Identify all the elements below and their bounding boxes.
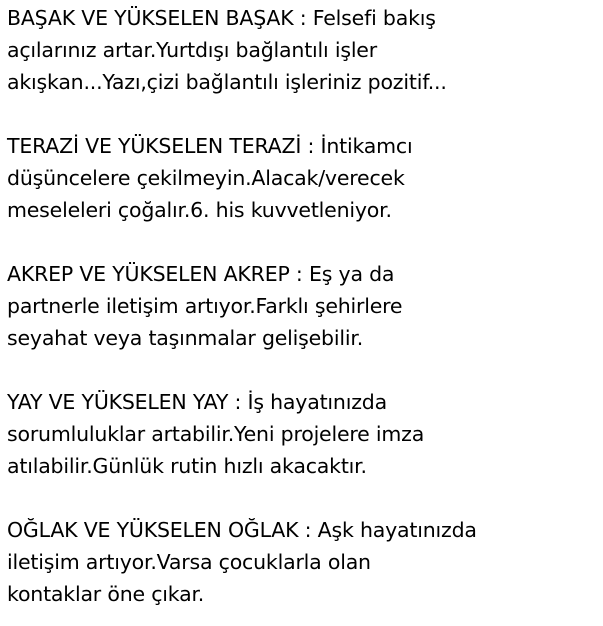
- entry-akrep: [7, 258, 599, 354]
- entry-line: kontaklar öne çıkar.: [7, 582, 205, 606]
- entry-line: BAŞAK VE YÜKSELEN BAŞAK : Felsefi bakış: [7, 6, 436, 30]
- entry-line: atılabilir.Günlük rutin hızlı akacaktır.: [7, 454, 367, 478]
- entry-line: iletişim artıyor.Varsa çocuklarla olan: [7, 550, 371, 574]
- entry-line: düşüncelere çekilmeyin.Alacak/verecek: [7, 166, 405, 190]
- entry-line: OĞLAK VE YÜKSELEN OĞLAK : Aşk hayatınızda: [7, 518, 477, 542]
- entry-line: TERAZİ VE YÜKSELEN TERAZİ : İntikamcı: [7, 134, 413, 158]
- entry-oglak: [7, 514, 599, 610]
- entry-line: partnerle iletişim artıyor.Farklı şehirlere: [7, 294, 403, 318]
- entry-line: seyahat veya taşınmalar gelişebilir.: [7, 326, 364, 350]
- entry-line: açılarınız artar.Yurtdışı bağlantılı işler: [7, 38, 377, 62]
- entry-basak: [7, 0, 599, 98]
- entry-yay: [7, 386, 599, 482]
- entry-line: YAY VE YÜKSELEN YAY : İş hayatınızda: [7, 390, 387, 414]
- horoscope-text-page: [7, 0, 599, 610]
- entry-line: sorumluluklar artabilir.Yeni projelere imza: [7, 422, 425, 446]
- entry-terazi: [7, 130, 599, 226]
- entry-line: akışkan...Yazı,çizi bağlantılı işleriniz pozitif...: [7, 70, 447, 94]
- entry-line: AKREP VE YÜKSELEN AKREP : Eş ya da: [7, 262, 395, 286]
- entry-line: meseleleri çoğalır.6. his kuvvetleniyor.: [7, 198, 392, 222]
